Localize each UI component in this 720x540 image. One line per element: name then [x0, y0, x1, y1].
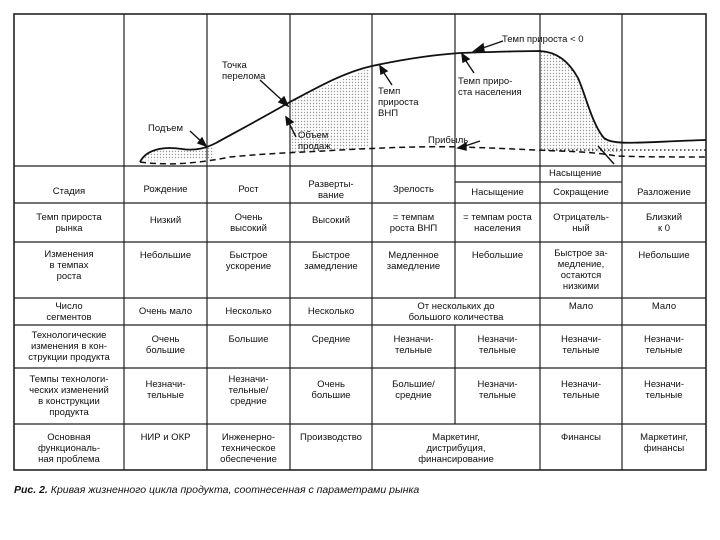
- table-cell: Близкий к 0: [645, 212, 683, 234]
- table-cell: Низкий: [149, 215, 182, 226]
- stage-growth: Рост: [238, 184, 259, 195]
- table-cell: Незначи- тельные: [560, 334, 602, 356]
- table-cell: Незначи- тельные: [145, 379, 186, 401]
- table-cell: Быстрое ускорение: [225, 250, 272, 272]
- table-cell: Незначи- тельные: [560, 379, 602, 401]
- shaded-area-saturation: [540, 50, 620, 152]
- table-cell: = темпам роста населения: [463, 212, 532, 234]
- table-cell: Незначи- тельные/ средние: [228, 374, 269, 407]
- table-cell: НИР и ОКР: [140, 432, 191, 443]
- table-cell: Большие/ средние: [392, 379, 435, 401]
- stage-decline: Сокращение: [553, 187, 609, 198]
- table-cell: Быстрое замедление: [304, 250, 358, 272]
- table-cell: Маркетинг, дистрибуция, финансирование: [418, 432, 494, 465]
- table-cell: Небольшие: [471, 250, 524, 261]
- stage-maturity: Зрелость: [393, 184, 434, 195]
- table-cell: Финансы: [561, 432, 601, 443]
- row-label-segments: Число сегментов: [46, 301, 92, 323]
- table-cell: Очень мало: [138, 306, 193, 317]
- row-label-market-growth: Темп прироста рынка: [36, 212, 102, 234]
- row-label-tech-rate: Темпы технологи- ческих изменений в конструкции продукта: [29, 374, 109, 418]
- annotation-gnp-growth: Темп прироста ВНП: [378, 86, 419, 119]
- annotation-rise: Подъем: [148, 123, 183, 134]
- table-cell: Средние: [311, 334, 351, 345]
- table-cell: Быстрое за- медление, остаются низкими: [554, 248, 608, 292]
- row-label-growth-changes: Изменения в темпах роста: [44, 249, 94, 282]
- annotation-profit: Прибыль: [428, 135, 469, 146]
- table-cell: Очень большие: [311, 379, 351, 401]
- table-cell: Небольшие: [139, 250, 192, 261]
- table-cell: Отрицатель- ный: [553, 212, 609, 234]
- table-cell: Несколько: [307, 306, 355, 317]
- table-cell: Большие: [228, 334, 269, 345]
- table-cell: Незначи- тельные: [643, 334, 685, 356]
- figure-caption: [14, 484, 419, 496]
- annotation-turning-point: Точка перелома: [222, 60, 266, 82]
- table-cell: Производство: [300, 432, 362, 443]
- table-cell: Незначи- тельные: [477, 334, 518, 356]
- annotation-population-growth: Темп приро- ста населения: [458, 76, 522, 98]
- annotation-sales-volume: Объем продаж: [298, 130, 331, 152]
- header-stage-label: Стадия: [52, 186, 86, 197]
- profit-curve: [140, 147, 706, 164]
- stage-deployment: Разверты- вание: [308, 179, 354, 201]
- table-cell: Медленное замедление: [386, 250, 441, 272]
- stage-saturation: Насыщение: [471, 187, 524, 198]
- table-cell: Небольшие: [638, 250, 690, 261]
- table-cell: = темпам роста ВНП: [389, 212, 438, 234]
- caption-text: Кривая жизненного цикла продукта, соотнесенная с параметрами рынка: [50, 484, 420, 496]
- table-cell: Высокий: [311, 215, 351, 226]
- row-label-tech-changes: Технологические изменения в кон- струкции продукта: [28, 330, 110, 363]
- table-cell: Незначи- тельные: [477, 379, 518, 401]
- table-cell: Маркетинг, финансы: [640, 432, 688, 454]
- table-cell: Незначи- тельные: [393, 334, 434, 356]
- table-cell: Инженерно- техническое обеспечение: [220, 432, 277, 465]
- table-cell: Несколько: [225, 306, 272, 317]
- annotation-growth-negative: Темп прироста < 0: [502, 34, 584, 45]
- row-label-main-problem: Основная функциональ- ная проблема: [37, 432, 101, 465]
- table-cell: От нескольких до большого количества: [408, 301, 504, 323]
- table-cell: Мало: [568, 301, 594, 312]
- table-cell: Очень большие: [145, 334, 186, 356]
- caption-label: Рис. 2.: [14, 484, 48, 496]
- table-cell: Очень высокий: [230, 212, 267, 234]
- stage-birth: Рождение: [143, 184, 188, 195]
- table-cell: Незначи- тельные: [643, 379, 685, 401]
- annotation-saturation: Насыщение: [549, 168, 602, 179]
- table-cell: Мало: [651, 301, 677, 312]
- stage-decay: Разложение: [637, 187, 691, 198]
